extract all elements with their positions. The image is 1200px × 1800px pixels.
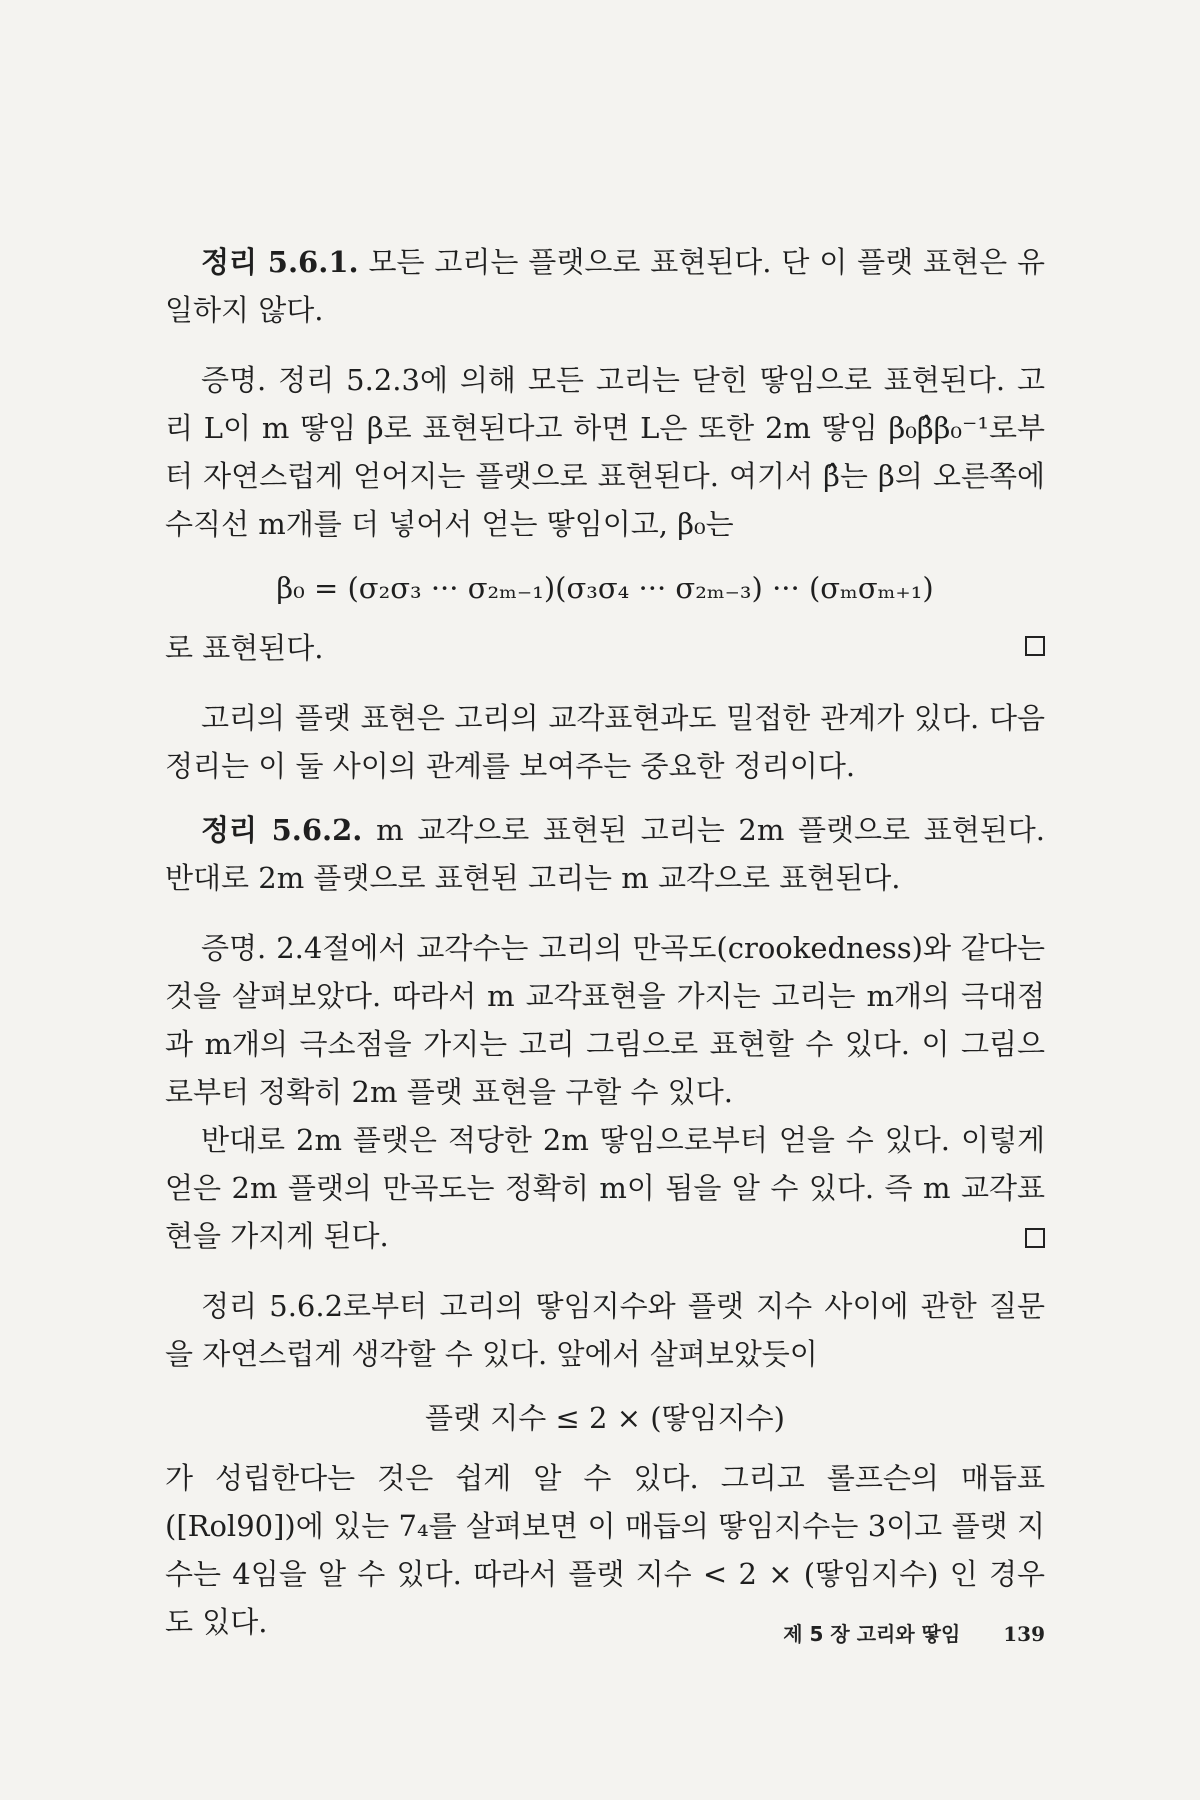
qed-box-icon xyxy=(1025,636,1045,656)
equation-flat-index: 플랫 지수 ≤ 2 × (땋임지수) xyxy=(425,1401,785,1435)
theorem-text: m 교각으로 표현된 고리는 2m 플랫으로 표현된다. 반대로 2m 플랫으로 표현된 고리는 m 교각으로 표현된다. xyxy=(165,813,1046,895)
index-after-text: 가 성립한다는 것은 쉽게 알 수 있다. 그리고 롤프슨의 매듭표([Rol90])에 있는 7₄를 살펴보면 이 매듭의 땋임지수는 3이고 플랫 지수는 4임을 알 수 있다. 따라서 플랫 지수 < 2 × (땋임지수) 인 경우도 있다. xyxy=(165,1461,1045,1639)
proof-text-2: 반대로 2m 플랫은 적당한 2m 땋임으로부터 얻을 수 있다. 이렇게 얻은 2m 플랫의 만곡도는 정확히 m이 됨을 알 수 있다. 즉 m 교각표현을 가지게 된다. xyxy=(165,1123,1045,1253)
chapter-title: 제 5 장 고리와 땋임 xyxy=(783,1622,961,1646)
proof-text: 증명. 정리 5.2.3에 의해 모든 고리는 닫힌 땋임으로 표현된다. 고리 L이 m 땋임 β로 표현된다고 하면 L은 또한 2m 땋임 β₀β̂β₀⁻¹로부터 자연스럽게 얻어지는 플랫으로 표현된다. 여기서 β̂는 β의 오른쪽에 수직선 m개를 더 넣어서 얻는 땋임이고, β₀는 xyxy=(165,363,1045,541)
page-footer xyxy=(165,1618,1045,1647)
relation-text: 고리의 플랫 표현은 고리의 교각표현과도 밀접한 관계가 있다. 다음 정리는 이 둘 사이의 관계를 보여주는 중요한 정리이다. xyxy=(165,701,1045,783)
equation-beta0: β₀ = (σ₂σ₃ ··· σ₂ₘ₋₁)(σ₃σ₄ ··· σ₂ₘ₋₃) ··· (σₘσₘ₊₁) xyxy=(276,571,934,605)
theorem-text: 모든 고리는 플랫으로 표현된다. 단 이 플랫 표현은 유일하지 않다. xyxy=(165,245,1045,327)
theorem-5-6-2 xyxy=(165,806,1045,902)
page-body xyxy=(165,238,1045,1646)
index-text: 정리 5.6.2로부터 고리의 땋임지수와 플랫 지수 사이에 관한 질문을 자연스럽게 생각할 수 있다. 앞에서 살펴보았듯이 xyxy=(165,1289,1045,1371)
proof-closing-text: 로 표현된다. xyxy=(165,631,324,665)
relation-paragraph xyxy=(165,694,1045,790)
page-number: 139 xyxy=(1003,1622,1045,1646)
qed-box-icon xyxy=(1025,1228,1045,1248)
proof-text: 증명. 2.4절에서 교각수는 고리의 만곡도(crookedness)와 같다는 것을 살펴보았다. 따라서 m 교각표현을 가지는 고리는 m개의 극대점과 m개의 극소점을 가지는 고리 그림으로 표현할 수 있다. 이 그림으로부터 정확히 2m 플랫 표현을 구할 수 있다. xyxy=(165,931,1045,1109)
proof-5-6-1 xyxy=(165,356,1045,548)
theorem-label: 정리 5.6.1. xyxy=(201,245,359,279)
proof-5-6-2 xyxy=(165,924,1045,1116)
theorem-5-6-1 xyxy=(165,238,1045,334)
proof-5-6-2-cont xyxy=(165,1116,1045,1260)
index-paragraph xyxy=(165,1282,1045,1378)
proof-5-6-1-closing xyxy=(165,624,1045,672)
theorem-label: 정리 5.6.2. xyxy=(201,813,363,847)
